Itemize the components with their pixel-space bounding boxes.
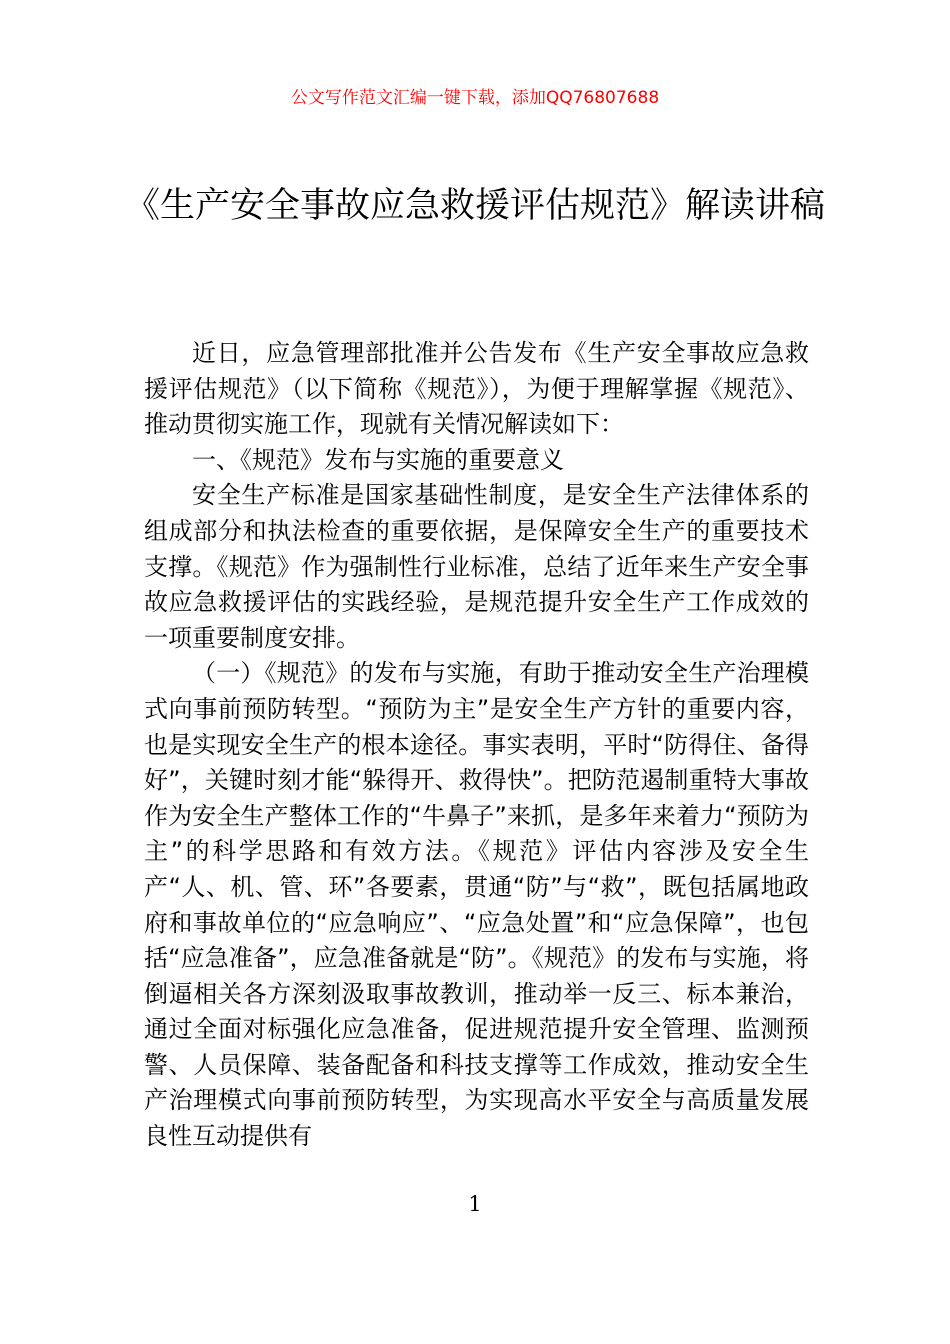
document-title: 《生产安全事故应急救援评估规范》解读讲稿 [124, 186, 825, 226]
document-body [144, 336, 809, 1155]
intro-paragraph: 近日，应急管理部批准并公告发布《生产安全事故应急救援评估规范》（以下简称《规范》），为便于理解掌握《规范》、推动贯彻实施工作，现就有关情况解读如下： [144, 339, 809, 439]
page-number: 1 [468, 1192, 482, 1216]
download-watermark: 公文写作范文汇编一键下载，添加QQ76807688 [290, 88, 660, 108]
section-heading: 一、《规范》发布与实施的重要意义 [192, 445, 564, 474]
body-paragraph: （一）《规范》的发布与实施，有助于推动安全生产治理模式向事前预防转型。“预防为主”是安全生产方针的重要内容，也是实现安全生产的根本途径。事实表明，平时“防得住、备得好”，关键时刻才能“躲得开、救得快”。把防范遏制重特大事故作为安全生产整体工作的“牛鼻子”来抓，是多年来着力“预防为主”的科学思路和有效方法。《规范》评估内容涉及安全生产“人、机、管、环”各要素，贯通“防”与“救”，既包括属地政府和事故单位的“应急响应”、“应急处置”和“应急保障”，也包括“应急准备”，应急准备就是“防”。《规范》的发布与实施，将倒逼相关各方深刻汲取事故教训，推动举一反三、标本兼治，通过全面对标强化应急准备，促进规范提升安全管理、监测预警、人员保障、装备配备和科技支撑等工作成效，推动安全生产治理模式向事前预防转型，为实现高水平安全与高质量发展良性互动提供有 [144, 659, 809, 1151]
body-paragraph: 安全生产标准是国家基础性制度，是安全生产法律体系的组成部分和执法检查的重要依据，是保障安全生产的重要技术支撑。《规范》作为强制性行业标准，总结了近年来生产安全事故应急救援评估的实践经验，是规范提升安全生产工作成效的一项重要制度安排。 [144, 481, 809, 652]
